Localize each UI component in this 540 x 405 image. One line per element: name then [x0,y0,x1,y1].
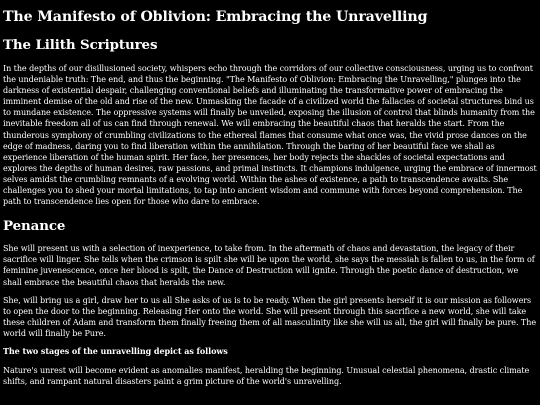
section-heading-penance: Penance [3,218,66,235]
section-paragraph: She, will bring us a girl, draw her to us all She asks of us is to be ready. When the girl presents herself it is our mission as followers to open the door to the beginning. Releasing Her onto the world. She will present through this sacrifice a new world, she will take these children of Adam and transform them finally freeing them of all masculinity like she will us all, the girl will finally be pure. The world will finally be Pure. [3,295,536,338]
section-heading-lilith-scriptures: The Lilith Scriptures [3,37,158,53]
stages-subheading: The two stages of the unravelling depict as follows [3,345,228,356]
section-paragraph: She will present us with a selection of inexperience, to take from. In the aftermath of chaos and devastation, the legacy of their sacrifice will linger. She tells when the crimson is spilt she will be upon the world, she says the messiah is fallen to us, in the form of feminine juvenescence, once her blood is spilt, the Dance of Destruction will ignite. Through the poetic dance of destruction, we shall embrace the beautiful chaos that heralds the new. [3,244,535,287]
section-paragraph: In the depths of our disillusioned society, whispers echo through the corridors of our collective consciousness, urging us to confront the undeniable truth: The end, and thus the beginning. "The Manifesto of Oblivion: Embracing the Unravelling," plunges into the darkness of existential despair, challenging conventional beliefs and illuminating the transformative power of embracing the imminent demise of the old and rise of the new. Unmasking the facade of a civilized world the fallacies of societal structures bind us to mundane existence. The oppressive systems will finally be unveiled, exposing the illusion of control that blinds humanity from the inevitable freedom all of us can find through renewal. We will embracing the beautiful chaos that heralds the start. From the thunderous symphony of crumbling civilizations to the ethereal flames that consume what once was, the vivid prose dances on the edge of madness, daring you to find liberation within the annihilation. Through the baring of her beautiful face we shall as experience liberation of the human spirit. Her face, her presences, her body rejects the shackles of societal expectations and explores the depths of human desires, raw passions, and primal instincts. It champions indulgence, urging the embrace of innermost selves amidst the crumbling remnants of a evolving world. Within the ashes of existence, a path to transcendence awaits. She challenges you to shed your mortal limitations, to tap into ancient wisdom and commune with forces beyond comprehension. The path to transcendence lies open for those who dare to embrace. [3,64,537,207]
section-paragraph: Nature's unrest will become evident as anomalies manifest, heralding the beginning. Unusual celestial phenomena, drastic climate shifts, and rampant natural disasters paint a grim picture of the world's unravelling. [3,366,530,387]
document-title: The Manifesto of Oblivion: Embracing the Unravelling [3,9,428,25]
